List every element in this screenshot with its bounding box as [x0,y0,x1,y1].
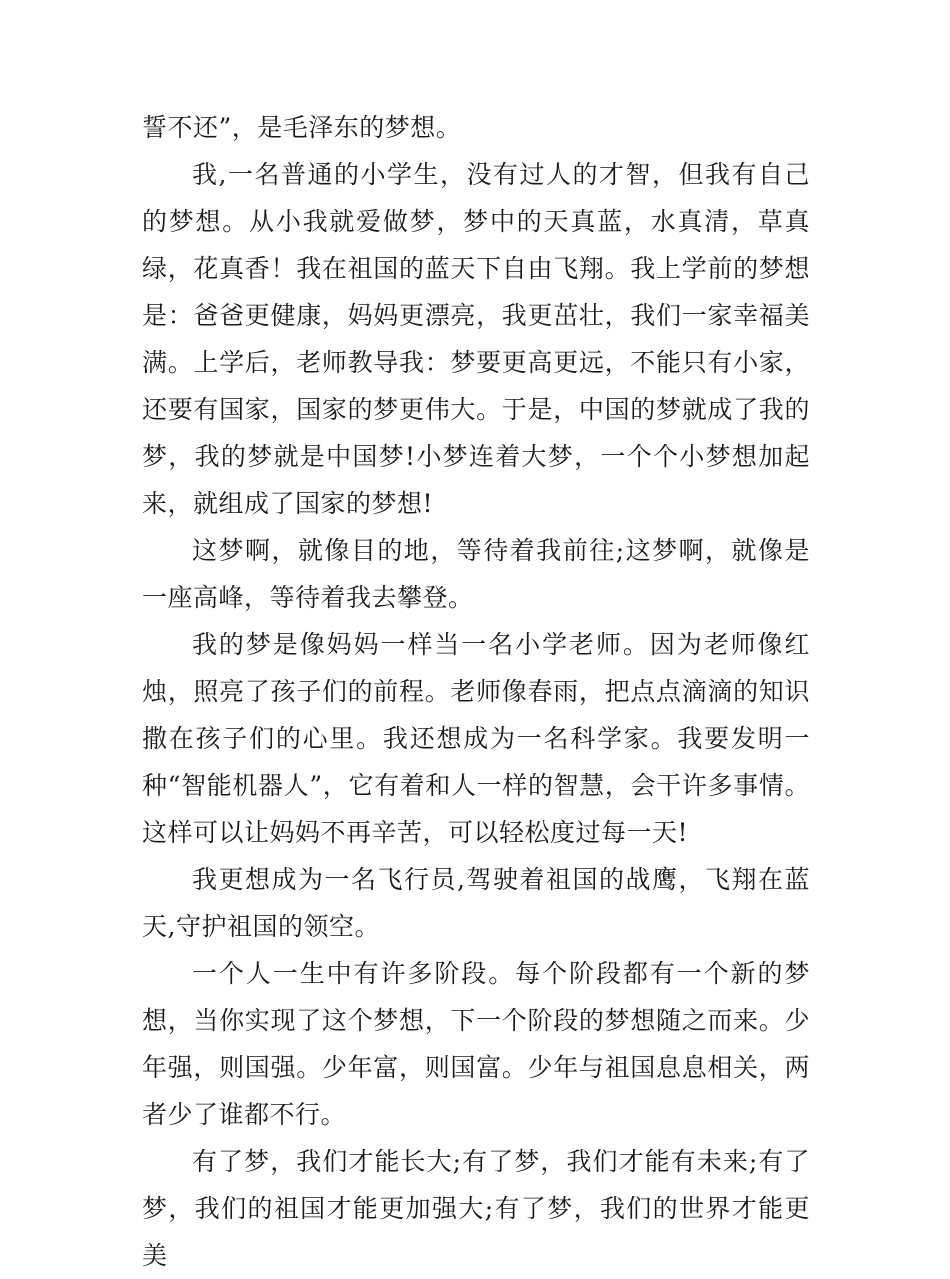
paragraph: 我更想成为一名飞行员,驾驶着祖国的战鹰，飞翔在蓝天,守护祖国的领空。 [142,865,810,941]
paragraph: 这梦啊，就像目的地，等待着我前往;这梦啊，就像是一座高峰，等待着我去攀登。 [142,536,810,612]
paragraph-continuation: 誓不还”，是毛泽东的梦想。 [142,113,462,142]
paragraph: 我,一名普通的小学生，没有过人的才智，但我有自己的梦想。从小我就爱做梦，梦中的天真蓝，水真清，草真绿，花真香！我在祖国的蓝天下自由飞翔。我上学前的梦想是：爸爸更健康，妈妈更漂亮，我更茁壮，我们一家幸福美满。上学后，老师教导我：梦要更高更远，不能只有小家，还要有国家，国家的梦更伟大。于是，中国的梦就成了我的梦，我的梦就是中国梦!小梦连着大梦，一个个小梦想加起来，就组成了国家的梦想! [142,160,810,518]
document-body [142,104,810,1279]
paragraph: 我的梦是像妈妈一样当一名小学老师。因为老师像红烛，照亮了孩子们的前程。老师像春雨，把点点滴滴的知识撒在孩子们的心里。我还想成为一名科学家。我要发明一种“智能机器人”，它有着和人一样的智慧，会干许多事情。这样可以让妈妈不再辛苦，可以轻松度过每一天! [142,630,810,847]
paragraph: 一个人一生中有许多阶段。每个阶段都有一个新的梦想，当你实现了这个梦想，下一个阶段的梦想随之而来。少年强，则国强。少年富，则国富。少年与祖国息息相关，两者少了谁都不行。 [142,959,810,1129]
paragraph: 有了梦，我们才能长大;有了梦，我们才能有未来;有了梦，我们的祖国才能更加强大;有了梦，我们的世界才能更美 [142,1147,810,1270]
